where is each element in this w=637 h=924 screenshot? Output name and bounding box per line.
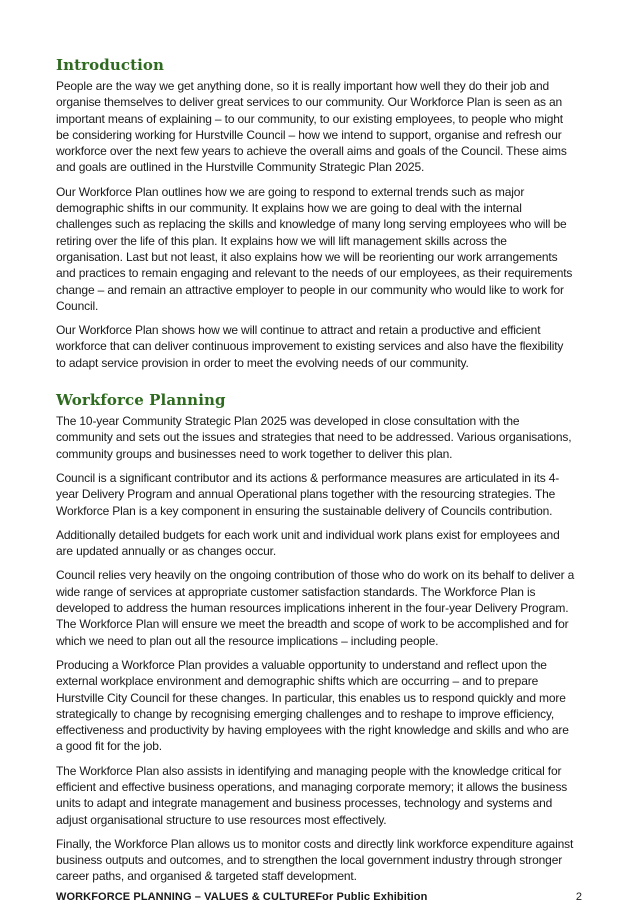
page-number: 2 [575,891,582,903]
paragraph: Additionally detailed budgets for each work unit and individual work plans exist for employees and are updated annually or as changes occur. [56,527,560,559]
section-heading: Workforce Planning [56,391,226,410]
paragraph: Council is a significant contributor and its actions & performance measures are articulated in its 4-year Delivery Program and annual Operational plans together with the resourcing strategies. The Workforce Plan is a key component in ensuring the sustainable delivery of Councils contribution. [56,470,560,518]
paragraph: Our Workforce Plan outlines how we are going to respond to external trends such as major demographic shifts in our community. It explains how we are going to deal with the internal challenges such as replacing the skills and knowledge of many long serving employees who will be retiring over the life of this plan. It explains how we will lift management skills across the organisation. Last but not least, it also explains how we will be reorienting our work arrangements and practices to remain engaging and relevant to the needs of our employees, as their requirements change – and remain an attractive employer to people in our community who would like to work for Council. [56,184,573,313]
paragraph: The Workforce Plan also assists in identifying and managing people with the knowledge critical for efficient and effective business operations, and managing corporate memory; it allows the business units to adapt and integrate management and business processes, technology and systems and adjust organisational structure to use resources most effectively. [56,763,568,827]
section-heading: Introduction [56,56,165,74]
paragraph: Our Workforce Plan shows how we will continue to attract and retain a productive and efficient workforce that can deliver continuous improvement to existing services and also have the flexibility to adapt service provision in order to meet the evolving needs of our community. [56,323,564,370]
workforce-planning-section [56,390,576,885]
footer-title: WORKFORCE PLANNING – VALUES & CULTUREFor Public Exhibition [56,891,428,903]
paragraph: Finally, the Workforce Plan allows us to monitor costs and directly link workforce expenditure against business outputs and outcomes, and to strengthen the local government industry through stronger career paths, and organised & targeted staff development. [56,836,574,884]
document-page [56,55,576,893]
introduction-section [56,55,576,371]
paragraph: People are the way we get anything done, so it is really important how well they do their job and organise themselves to deliver great services to our community. Our Workforce Plan is seen as an important means of explaining – to our community, to our existing employees, to people who might be considering working for Hurstville Council – how we intend to support, organise and refresh our workforce over the next few years to achieve the overall aims and goals of the Council. These aims and goals are outlined in the Hurstville Community Strategic Plan 2025. [56,79,567,175]
paragraph: Producing a Workforce Plan provides a valuable opportunity to understand and reflect upon the external workplace environment and demographic shifts which are occurring – and to prepare Hurstville City Council for these changes. In particular, this enables us to respond quickly and more strategically to change by recognising emerging challenges and to reshape to improve efficiency, effectiveness and productivity by having employees with the right knowledge and skills and who are a good fit for the job. [56,657,569,754]
paragraph: Council relies very heavily on the ongoing contribution of those who do work on its behalf to deliver a wide range of services at appropriate customer satisfaction standards. The Workforce Plan is developed to address the human resources implications inherent in the four-year Delivery Program. The Workforce Plan will ensure we meet the breadth and scope of work to be accomplished and for which we need to plan out all the resource implications – including people. [56,568,575,648]
paragraph: The 10-year Community Strategic Plan 2025 was developed in close consultation with the community and sets out the issues and strategies that need to be addressed. Various organisations, community groups and businesses need to work together to deliver this plan. [56,414,572,461]
page-footer [56,891,582,907]
